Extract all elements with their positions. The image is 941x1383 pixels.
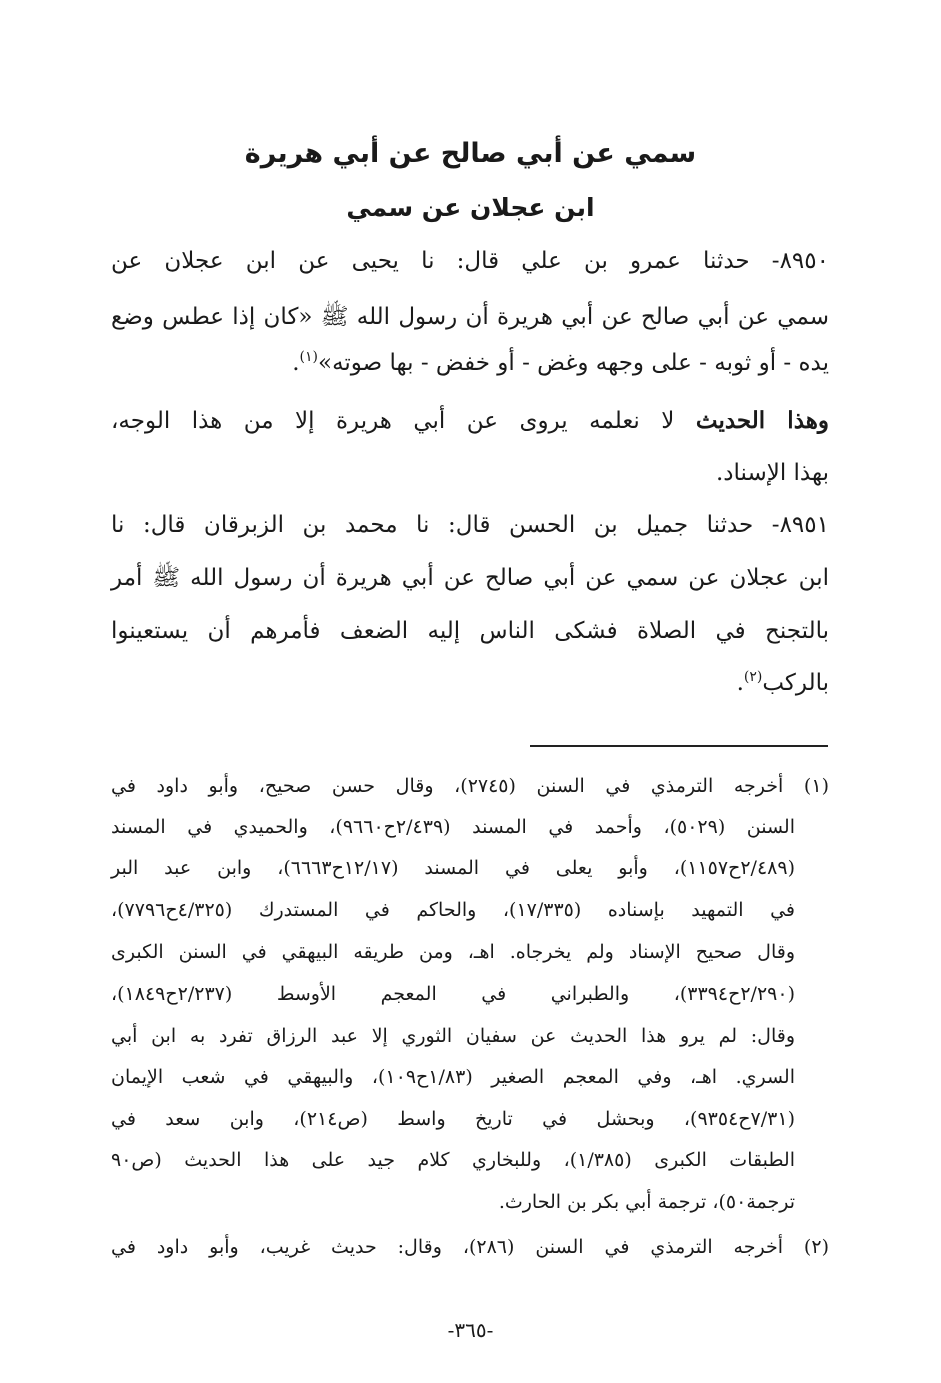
footnote-1-line-4: في التمهيد بإسناده (١٧/٣٣٥)، والحاكم في المستدرك (٤/٣٢٥ح٧٧٩٦)، (111, 899, 795, 921)
body-line-5: بهذا الإسناد. (715, 460, 829, 486)
body-line-4 (111, 401, 829, 441)
body-line-3 (111, 343, 829, 383)
footnote-1-line-5: وقال صحيح الإسناد ولم يخرجاه. اهـ، ومن طريقه البيهقي في السنن الكبرى (111, 941, 795, 963)
body-line-7: ابن عجلان عن سمي عن أبي صالح عن أبي هريرة أن رسول الله ﷺ أمر (111, 565, 829, 591)
body-line-4-text: لا نعلمه يروى عن أبي هريرة إلا من هذا الوجه، (111, 408, 675, 434)
body-line-6: ٨٩٥١- حدثنا جميل بن الحسن قال: نا محمد بن الزبرقان قال: نا (111, 512, 829, 538)
footnote-2-line-1: (٢) أخرجه الترمذي في السنن (٢٨٦)، وقال: حديث غريب، وأبو داود في (111, 1236, 829, 1258)
footnote-1-line-11: ترجمة٥٠)، ترجمة أبي بكر بن الحارث. (498, 1191, 795, 1213)
footnote-ref-1: (١) (299, 349, 318, 365)
chapter-heading: سمي عن أبي صالح عن أبي هريرة (244, 138, 697, 169)
footnote-1-line-3: (٢/٤٨٩ح١١٥٧)، وأبو يعلى في المسند (١٢/١٧ح٦٦٦٣)، وابن عبد البر (111, 857, 795, 879)
section-heading: ابن عجلان عن سمي (346, 193, 595, 222)
footnote-1-line-1: (١) أخرجه الترمذي في السنن (٢٧٤٥)، وقال حسن صحيح، وأبو داود في (111, 775, 829, 797)
body-line-3-text: يده - أو ثوبه - على وجهه وغض - أو خفض - بها صوته» (318, 350, 829, 376)
page-number: -٣٦٥- (447, 1318, 494, 1342)
body-line-4-lead: وهذا الحديث (695, 407, 830, 434)
footnote-separator (530, 745, 828, 747)
body-line-9-end: . (736, 670, 744, 696)
body-line-1: ٨٩٥٠- حدثنا عمرو بن علي قال: نا يحيى عن ابن عجلان عن (111, 248, 829, 274)
footnote-1-line-9: (٧/٣١ح٩٣٥٤)، وبحشل في تاريخ واسط (ص٢١٤)، وابن سعد في (111, 1108, 795, 1130)
body-line-8: بالتجنح في الصلاة فشكى الناس إليه الضعف فأمرهم أن يستعينوا (111, 618, 829, 644)
footnote-1-line-10: الطبقات الكبرى (١/٣٨٥)، وللبخاري كلام جيد على هذا الحديث (ص٩٠ (111, 1149, 795, 1171)
body-line-9-text: بالركب (762, 670, 829, 696)
footnote-ref-2: (٢) (743, 669, 763, 685)
footnote-1-line-8: السري. اهـ، وفي المعجم الصغير (١/٨٣ح١٠٩)، والبيهقي في شعب الإيمان (111, 1066, 795, 1088)
footnote-1-line-6: (٢/٢٩٠ح٣٣٩٤)، والطبراني في المعجم الأوسط (٢/٢٣٧ح١٨٤٩)، (111, 983, 795, 1005)
body-line-3-end: . (292, 350, 300, 376)
body-line-2: سمي عن أبي صالح عن أبي هريرة أن رسول الله ﷺ «كان إذا عطس وضع (111, 304, 829, 330)
body-line-9 (111, 663, 829, 703)
footnote-1-line-2: السنن (٥٠٢٩)، وأحمد في المسند (٢/٤٣٩ح٩٦٦٠)، والحميدي في المسند (111, 816, 795, 838)
footnote-1-line-7: وقال: لم يرو هذا الحديث عن سفيان الثوري إلا عبد الرزاق تفرد به ابن أبي (111, 1025, 795, 1047)
